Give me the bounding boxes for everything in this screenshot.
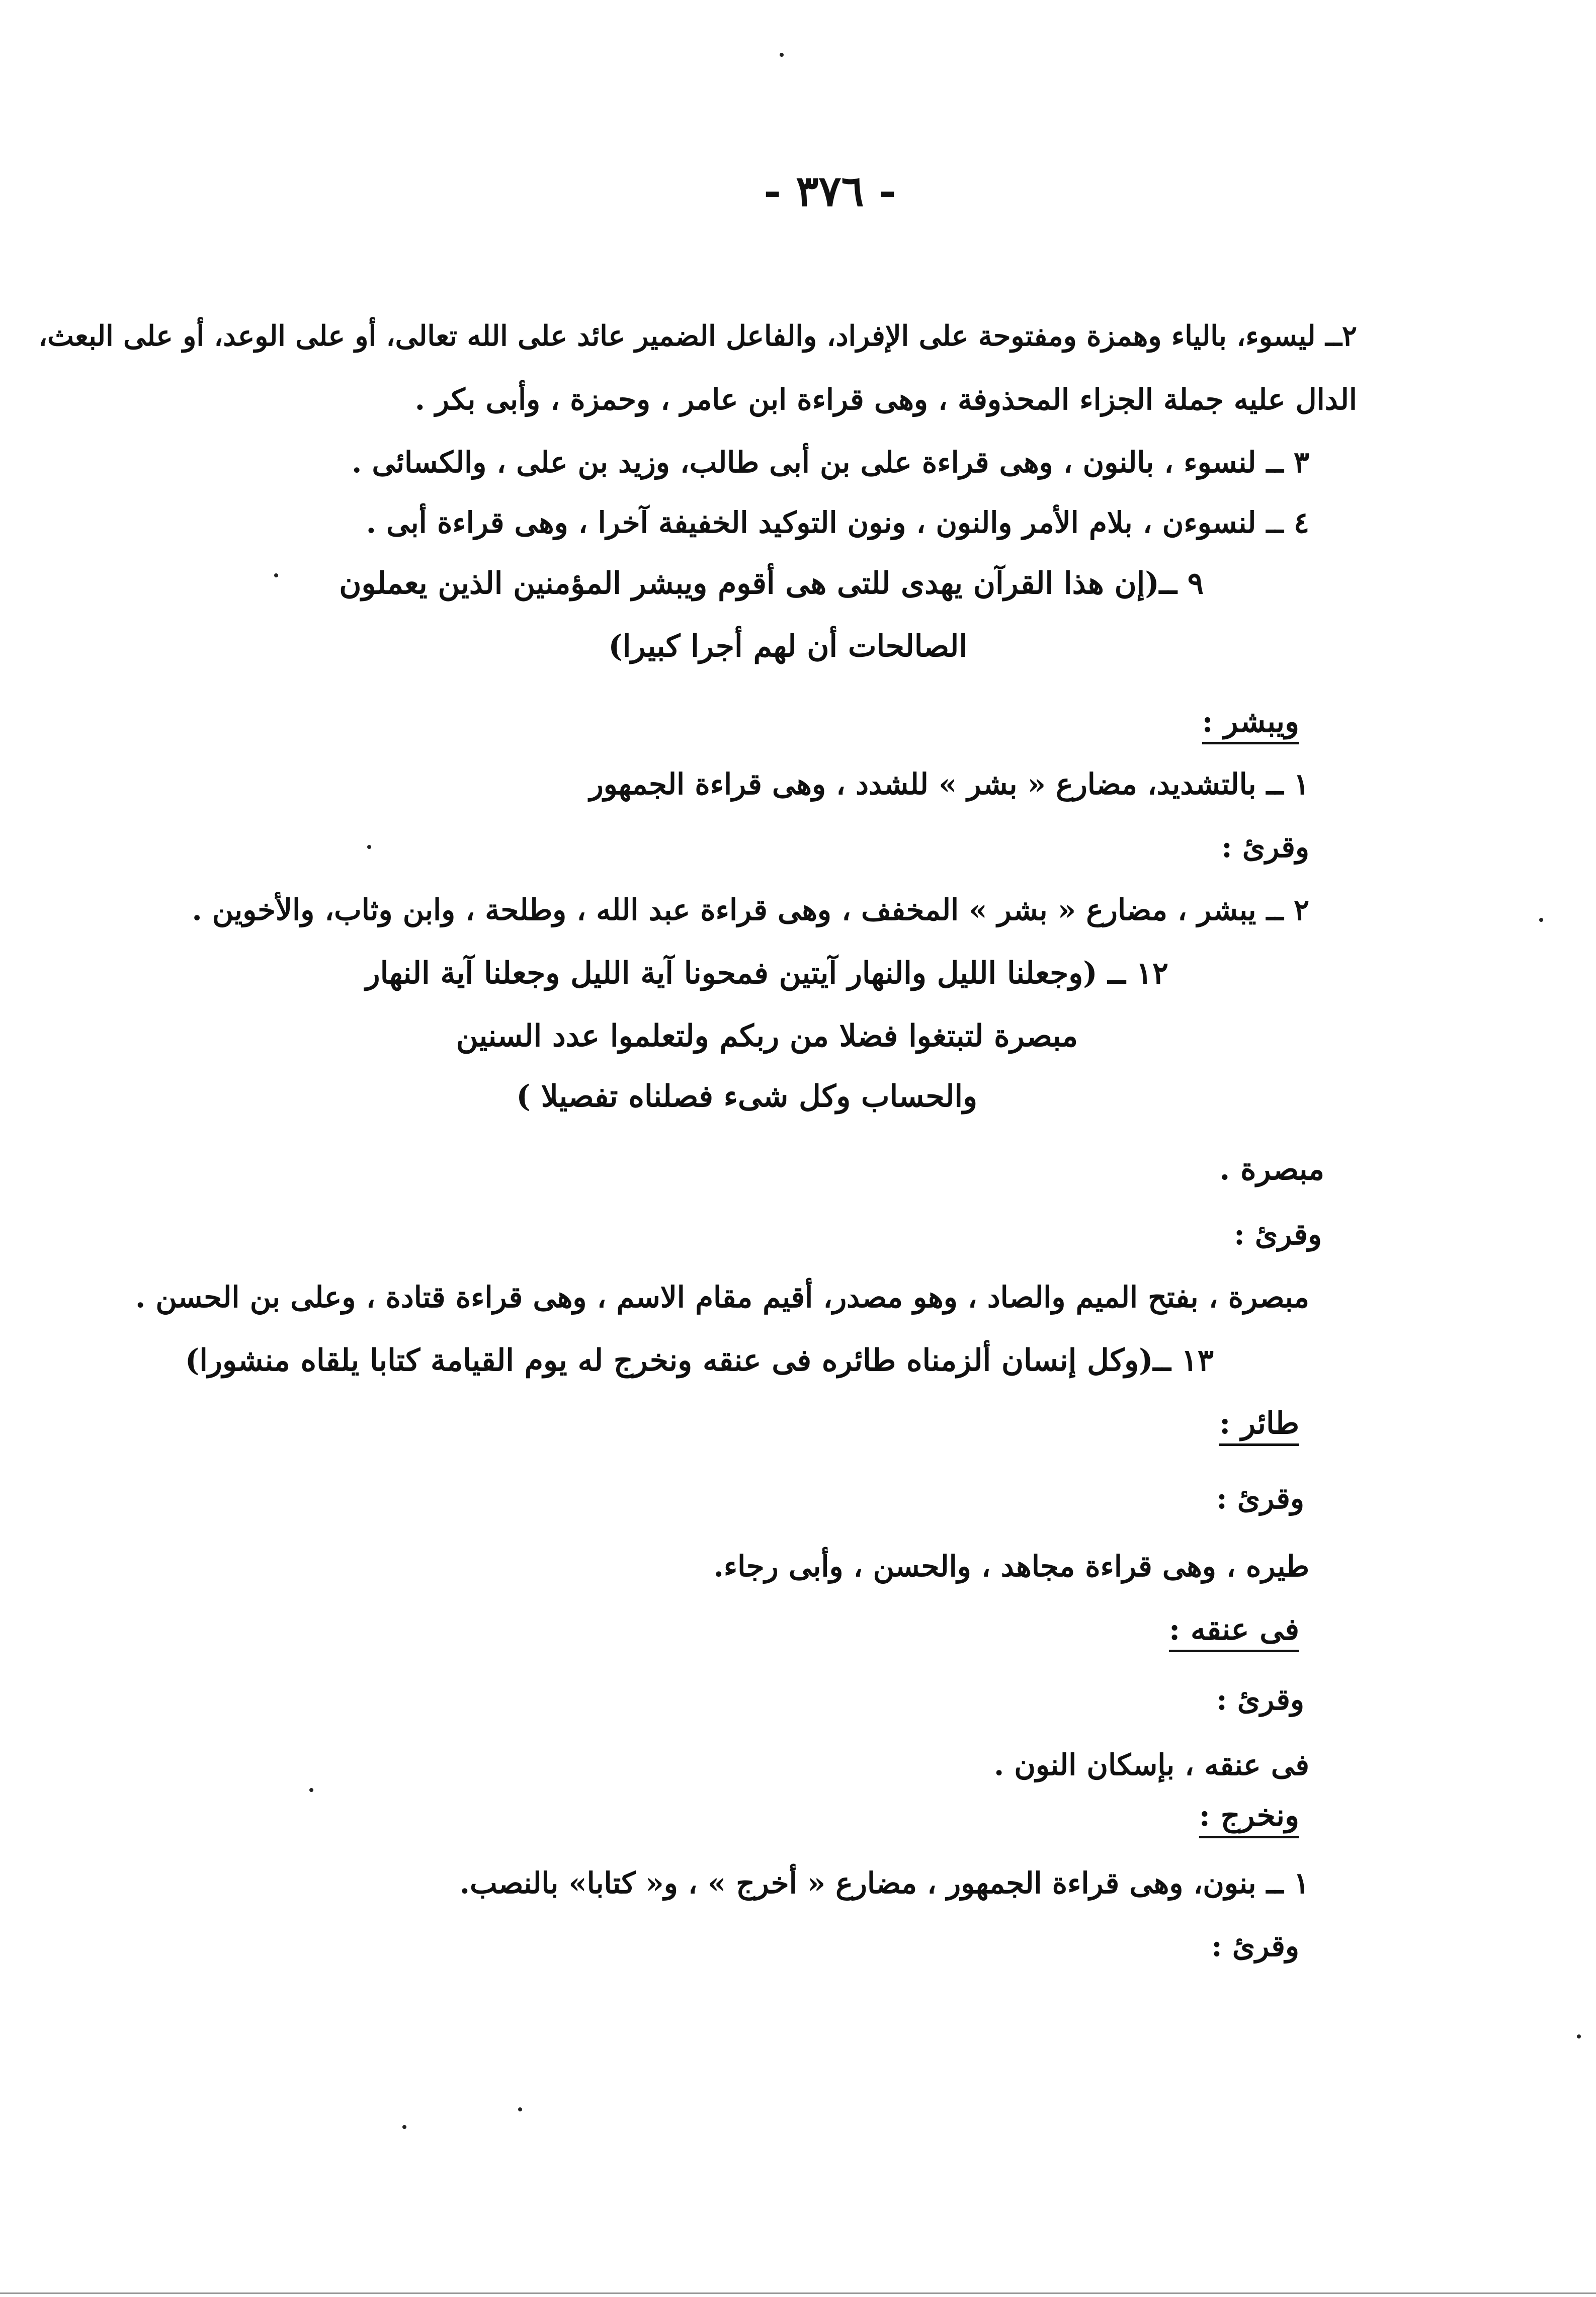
verse-9-line-1: ٩ ــ(إن هذا القرآن يهدى للتى هى أقوم ويبشر المؤمنين الذين يعملون bbox=[339, 566, 1204, 601]
text-line-3: ٣ ــ لنسوء ، بالنون ، وهى قراءة على بن أبى طالب، وزيد بن على ، والكسائى . bbox=[352, 445, 1309, 479]
qurie-label-2: وقرئ : bbox=[1234, 1217, 1322, 1251]
scan-speck bbox=[518, 2107, 522, 2111]
page-number: - ٣٧٦ - bbox=[764, 166, 896, 216]
heading-wayubashshir: ويبشر : bbox=[1202, 707, 1299, 744]
verse-9-line-2: الصالحات أن لهم أجرا كبيرا) bbox=[608, 629, 967, 664]
text-line-8: ١ ــ بالتشديد، مضارع « بشر » للشدد ، وهى قراءة الجمهور bbox=[589, 767, 1309, 801]
text-line-1: ٢ــ ليسوء، بالياء وهمزة ومفتوحة على الإفراد، والفاعل الضمير عائد على الله تعالى، أو على الوعد، أو على البعث، bbox=[38, 319, 1357, 353]
text-line-16: مبصرة ، بفتح الميم والصاد ، وهو مصدر، أقيم مقام الاسم ، وهى قراءة قتادة ، وعلى بن الحسن . bbox=[135, 1280, 1309, 1314]
scan-speck bbox=[402, 2125, 406, 2129]
scan-speck bbox=[1539, 918, 1543, 922]
heading-taer: طائر : bbox=[1219, 1408, 1299, 1446]
verse-13: ١٣ ــ(وكل إنسان ألزمناه طائره فى عنقه ونخرج له يوم القيامة كتابا يلقاه منشورا) bbox=[185, 1343, 1214, 1378]
qurie-label-4: وقرئ : bbox=[1216, 1682, 1304, 1717]
scan-bottom-edge bbox=[0, 2292, 1596, 2294]
scan-speck bbox=[1577, 2034, 1581, 2038]
verse-12-line-1: ١٢ ــ (وجعلنا الليل والنهار آيتين فمحونا آية الليل وجعلنا آية النهار bbox=[365, 956, 1168, 991]
heading-mubsira: مبصرة . bbox=[1219, 1152, 1324, 1187]
scan-speck bbox=[367, 845, 371, 849]
verse-12-line-2: مبصرة لتبتغوا فضلا من ربكم ولتعلموا عدد السنين bbox=[456, 1018, 1078, 1054]
qurie-label-5: وقرئ : bbox=[1211, 1929, 1299, 1963]
scan-speck bbox=[780, 53, 784, 57]
text-line-25: ١ ــ بنون، وهى قراءة الجمهور ، مضارع « أخرج » ، و« كتابا» بالنصب. bbox=[459, 1866, 1309, 1900]
text-line-2: الدال عليه جملة الجزاء المحذوفة ، وهى قراءة ابن عامر ، وحمزة ، وأبى بكر . bbox=[414, 382, 1357, 416]
text-line-23: فى عنقه ، بإسكان النون . bbox=[993, 1748, 1309, 1782]
scan-speck bbox=[274, 573, 278, 577]
heading-fi-unuqihi: فى عنقه : bbox=[1169, 1614, 1299, 1652]
text-line-10: ٢ ــ يبشر ، مضارع « بشر » المخفف ، وهى قراءة عبد الله ، وطلحة ، وابن وثاب، والأخوين . bbox=[192, 893, 1309, 927]
text-line-20: طيره ، وهى قراءة مجاهد ، والحسن ، وأبى رجاء. bbox=[713, 1549, 1309, 1583]
scan-speck bbox=[309, 1788, 313, 1792]
qurie-label-3: وقرئ : bbox=[1216, 1481, 1304, 1515]
verse-12-line-3: والحساب وكل شىء فصلناه تفصيلا ) bbox=[516, 1079, 977, 1114]
qurie-label-1: وقرئ : bbox=[1221, 830, 1309, 864]
heading-wanukhrij: ونخرج : bbox=[1199, 1801, 1299, 1838]
text-line-4: ٤ ــ لنسوءن ، بلام الأمر والنون ، ونون التوكيد الخفيفة آخرا ، وهى قراءة أبى . bbox=[366, 505, 1309, 540]
